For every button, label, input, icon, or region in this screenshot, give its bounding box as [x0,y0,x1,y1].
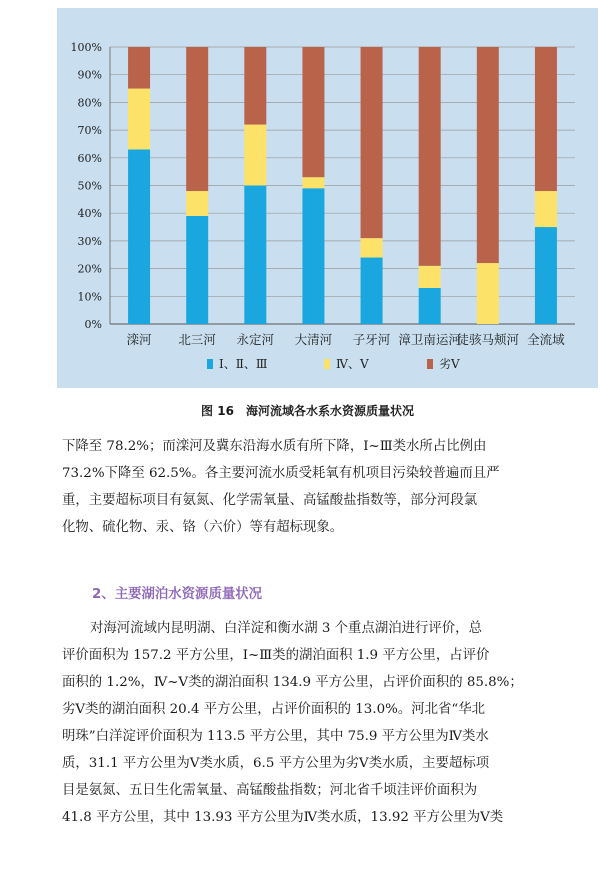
bar-segment [244,47,266,125]
bar-segment [186,191,208,216]
x-tick-label: 滦河 [126,332,152,347]
paragraph-river-quality [62,433,597,541]
bar-segment [535,47,557,191]
legend-label: 劣Ⅴ [439,357,460,371]
text-line: 明珠”白洋淀评价面积为 113.5 平方公里，其中 75.9 平方公里为Ⅳ类水 [62,729,489,744]
legend-label: Ⅰ、Ⅱ、Ⅲ [219,357,268,371]
text-line: 重，主要超标项目有氨氮、化学需氧量、高锰酸盐指数等，部分河段氯 [62,493,478,508]
figure-title: 海河流域各水系水资源质量状况 [245,404,414,418]
y-tick-label: 20% [77,262,102,276]
y-tick-label: 0% [84,318,102,331]
paragraph-lake-quality [62,615,597,831]
legend-swatch [207,359,213,369]
bar-segment [128,89,150,150]
bar-segment [128,149,150,324]
bar-segment [477,47,499,263]
bar-segment [302,177,324,188]
bar-segment [361,47,383,238]
text-line: 41.8 平方公里，其中 13.93 平方公里为Ⅳ类水质，13.92 平方公里为Ⅴ类 [62,810,504,825]
y-tick-label: 90% [77,68,102,82]
text-line: 面积的 1.2%，Ⅳ~Ⅴ类的湖泊面积 134.9 平方公里，占评价面积的 85.8%； [62,675,523,690]
figure-caption [0,402,615,419]
legend-swatch [324,359,330,369]
y-tick-label: 40% [77,207,102,221]
y-tick-label: 100% [70,41,102,54]
y-tick-label: 50% [77,179,102,193]
bar-segment [302,47,324,177]
text-line: 化物、硫化物、汞、铬（六价）等有超标现象。 [62,520,344,535]
x-tick-label: 漳卫南运河 [398,332,461,347]
y-tick-label: 10% [77,290,102,304]
x-tick-label: 徒骇马颊河 [456,332,520,347]
section-heading: 2、主要湖泊水资源质量状况 [92,587,263,602]
legend-label: Ⅳ、Ⅴ [336,357,369,371]
bar-segment [419,47,441,266]
figure-label: 图 16 [201,404,234,418]
y-tick-label: 80% [77,96,102,110]
chart-panel [57,8,598,388]
text-line: 评价面积为 157.2 平方公里，Ⅰ~Ⅲ类的湖泊面积 1.9 平方公里，占评价 [62,648,490,663]
text-line: 下降至 78.2%；而滦河及冀东沿海水质有所下降，Ⅰ~Ⅲ类水所占比例由 [62,439,487,454]
bar-segment [244,186,266,325]
bar-segment [244,125,266,186]
x-tick-label: 子牙河 [352,332,391,347]
text-line: 质，31.1 平方公里为Ⅴ类水质，6.5 平方公里为劣Ⅴ类水质，主要超标项 [62,756,490,771]
bar-segment [186,216,208,324]
bar-segment [535,191,557,227]
x-tick-label: 大清河 [294,332,333,347]
x-tick-label: 全流域 [527,332,565,347]
text-line: 对海河流域内昆明湖、白洋淀和衡水湖 3 个重点湖泊进行评价，总 [90,621,482,636]
x-tick-label: 北三河 [178,332,216,347]
bar-segment [361,258,383,324]
text-line: 73.2%下降至 62.5%。各主要河流水质受耗氧有机项目污染较普遍而且严 [62,466,500,481]
text-line: 目是氨氮、五日生化需氧量、高锰酸盐指数；河北省千顷洼评价面积为 [62,783,478,798]
y-tick-label: 60% [77,151,102,165]
bar-segment [128,47,150,89]
bar-segment [477,263,499,324]
x-tick-label: 永定河 [236,332,275,347]
legend-swatch [427,359,433,369]
bar-segment [186,47,208,191]
bar-segment [302,188,324,324]
y-tick-label: 30% [77,234,102,248]
bar-segment [535,227,557,324]
bar-segment [419,288,441,324]
y-tick-label: 70% [77,124,102,138]
text-line: 劣Ⅴ类的湖泊面积 20.4 平方公里，占评价面积的 13.0%。河北省“华北 [62,702,486,717]
bar-segment [361,238,383,257]
bar-segment [419,266,441,288]
stacked-bar-chart [57,8,598,388]
